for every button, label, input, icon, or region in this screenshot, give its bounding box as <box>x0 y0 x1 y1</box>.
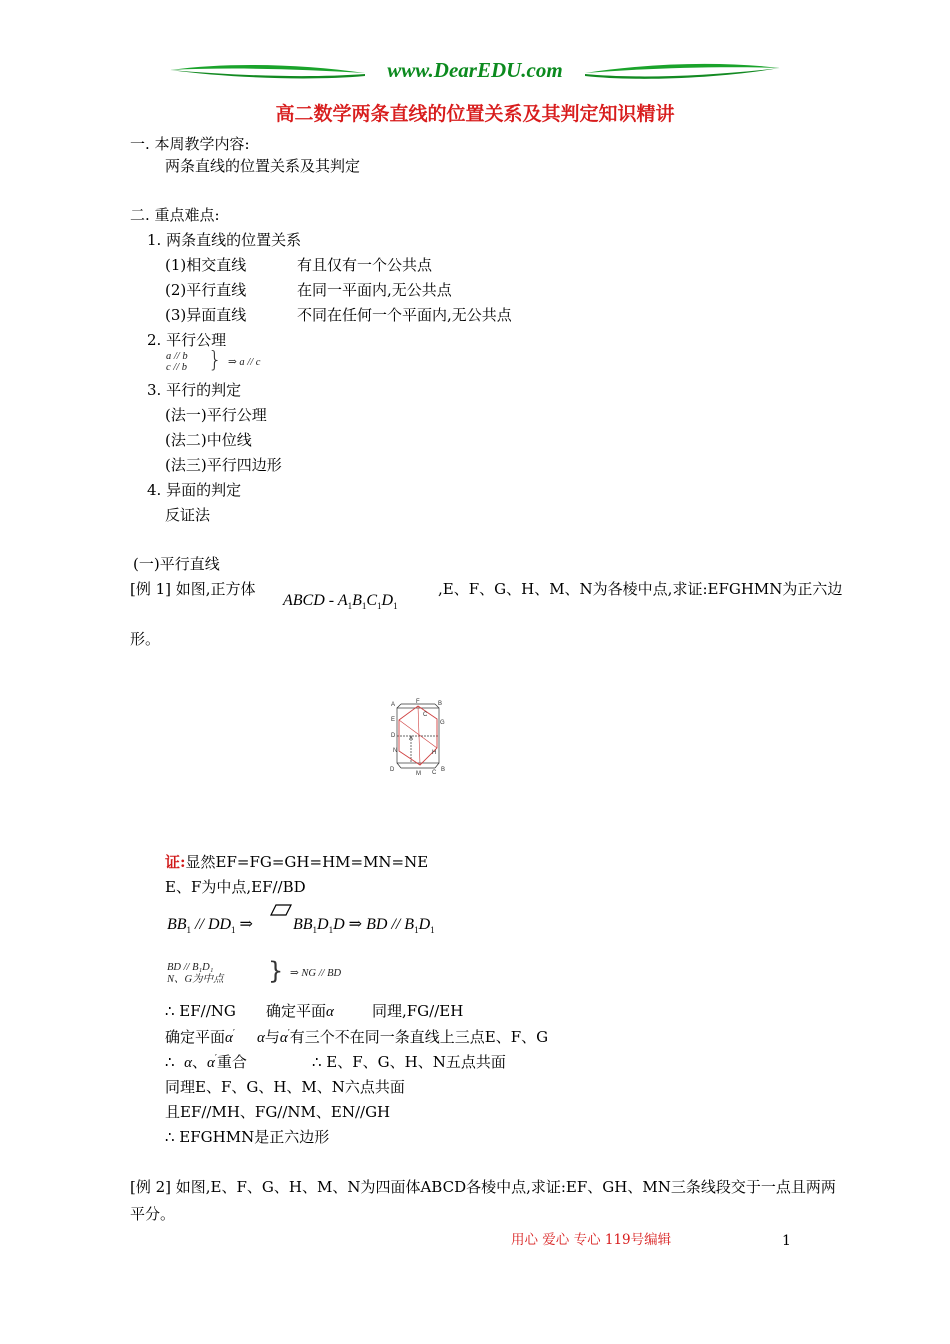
example2-line2: 平分。 <box>130 1205 176 1223</box>
example1-prefix: [例 1] 如图,正方体 <box>130 580 256 598</box>
section2-item1: 1. 两条直线的位置关系 <box>147 231 302 249</box>
fig-label-D1: D <box>390 767 395 773</box>
method1: (法一)平行公理 <box>165 406 267 424</box>
method2: (法二)中位线 <box>165 431 252 449</box>
relation3-label: (3)异面直线 <box>165 306 247 324</box>
proof-line3c: 同理,FG//EH <box>372 1002 464 1020</box>
section1-content: 两条直线的位置关系及其判定 <box>165 157 361 175</box>
relation1-label: (1)相交直线 <box>165 256 247 274</box>
fig-label-F: F <box>416 699 420 705</box>
part1-heading: (一)平行直线 <box>133 555 220 573</box>
fig-label-N: N <box>393 748 398 754</box>
fig-label-C: C <box>423 712 428 718</box>
section2-item4-content: 反证法 <box>165 506 211 524</box>
section2-item2: 2. 平行公理 <box>147 331 227 349</box>
page-title: 高二数学两条直线的位置关系及其判定知识精讲 <box>275 103 675 125</box>
proof-line3a: ∴ EF//NG <box>165 1002 236 1020</box>
proof-line1: 证:显然EF=FG=GH=HM=MN=NE <box>165 853 429 871</box>
axiom-brace: } <box>208 348 222 373</box>
example2-line1: [例 2] 如图,E、F、G、H、M、N为四面体ABCD各棱中点,求证:EF、GH、MN三条线段交于一点且两两 <box>130 1178 836 1196</box>
proof-step-formula: $BB_1 // DD_1$ ⇒ <box>167 916 253 935</box>
relation3-desc: 不同在任何一个平面内,无公共点 <box>297 306 512 324</box>
example1-text-cont: 形。 <box>130 630 161 648</box>
fig-label-E: E <box>391 717 396 723</box>
fig-label-B1: B <box>441 767 446 773</box>
fig-label-A1: A <box>409 736 414 742</box>
proof-line7: 且EF//MH、FG//NM、EN//GH <box>165 1103 391 1121</box>
page-number: 1 <box>782 1233 791 1249</box>
relation2-desc: 在同一平面内,无公共点 <box>297 281 452 299</box>
cube-name: ABCD - $A_1B_1C_1D_1$ <box>283 592 398 611</box>
section2-item4: 4. 异面的判定 <box>147 481 242 499</box>
fig-label-A: A <box>391 702 396 708</box>
fig-label-G: G <box>440 720 445 726</box>
header-banner <box>170 56 780 88</box>
relation2-label: (2)平行直线 <box>165 281 247 299</box>
fig-label-C1: C <box>432 770 437 776</box>
fig-label-H: H <box>432 750 437 756</box>
proof-label: 证: <box>165 853 186 871</box>
axiom-line2: c // b <box>166 362 187 373</box>
relation1-desc: 有且仅有一个公共点 <box>297 256 433 274</box>
axiom-result: ⇒ a // c <box>228 357 261 368</box>
brand-logo: www.DearEDU.com <box>387 58 563 82</box>
proof-line6: 同理E、F、G、H、M、N六点共面 <box>165 1078 405 1096</box>
proof-line5: ∴ α、α′重合 <box>165 1053 247 1071</box>
proof-line5c: ∴ E、F、G、H、N五点共面 <box>312 1053 506 1071</box>
fig-label-D: D <box>391 733 396 739</box>
proof-brace: } <box>268 957 284 985</box>
proof-small-line1: BD // B₁D₁ <box>167 962 214 973</box>
method3: (法三)平行四边形 <box>165 456 282 474</box>
fig-label-B: B <box>438 701 443 707</box>
section2-heading: 二. 重点难点: <box>130 206 220 224</box>
proof-line4: 确定平面α′ α与α′有三个不在同一条直线上三点E、F、G <box>165 1028 549 1046</box>
fig-label-M: M <box>416 771 421 777</box>
example1-text: ,E、F、G、H、M、N为各棱中点,求证:EFGHMN为正六边 <box>438 580 843 598</box>
footer-text: 用心 爱心 专心 119号编辑 <box>511 1232 672 1248</box>
proof-line8: ∴ EFGHMN是正六边形 <box>165 1128 330 1146</box>
proof-small-line2: N、G为中点 <box>167 974 224 985</box>
section2-item3: 3. 平行的判定 <box>147 381 242 399</box>
axiom-line1: a // b <box>166 351 188 362</box>
proof-line2: E、F为中点,EF//BD <box>165 878 306 896</box>
proof-small-result: ⇒ NG // BD <box>290 968 342 979</box>
parallelogram-icon <box>270 904 292 916</box>
proof-step-formula-2: $BB_1D_1D$ ⇒ BD // $B_1D_1$ <box>293 916 435 935</box>
section1-heading: 一. 本周教学内容: <box>130 135 250 153</box>
cube-figure <box>388 696 448 778</box>
proof-line3b: 确定平面α <box>266 1002 334 1020</box>
